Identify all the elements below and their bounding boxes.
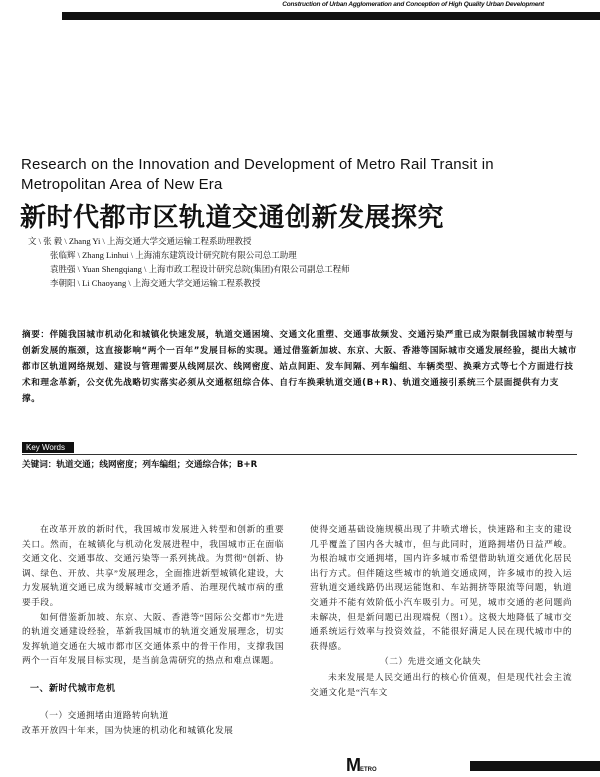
paragraph: 在改革开放的新时代，我国城市发展进入转型和创新的重要关口。然而，在城镇化与机动化发展进程中，我国城市正在面临交通文化、交通事故、交通污染等一系列挑战。为贯彻“创新、协调、绿色、开放、共享”发展理念，全面推进新型城镇化建设，大力发展轨道交通已成为缓解城市交通矛盾、治理现代城市病的重要手段。 bbox=[22, 524, 284, 607]
title-english: Research on the Innovation and Development of Metro Rail Transit in Metropolitan Area of New Era bbox=[21, 156, 494, 193]
left-column bbox=[22, 522, 284, 738]
logo-letter: M bbox=[346, 755, 360, 775]
section-heading: 一、新时代城市危机 bbox=[30, 683, 116, 694]
logo-subtext: ETRO bbox=[360, 767, 377, 773]
keywords: 关键词：轨道交通；线网密度；列车编组；交通综合体；B+R bbox=[22, 460, 258, 470]
subsection-heading: （二）先进交通文化缺失 bbox=[380, 657, 482, 668]
running-header: Construction of Urban Agglomeration and Conception of High Quality Urban Development bbox=[282, 1, 544, 8]
footer-bar bbox=[470, 761, 600, 771]
author-line: 张临辉 \ Zhang Linhui \ 上海浦东建筑设计研究院有限公司总工助理 bbox=[50, 250, 297, 260]
author-line: 袁胜强 \ Yuan Shengqiang \ 上海市政工程设计研究总院(集团)有限公司副总工程师 bbox=[50, 264, 350, 274]
paragraph: 未来发展是人民交通出行的核心价值观，但是现代社会主流交通文化是“汽车文 bbox=[310, 671, 572, 697]
author-list bbox=[28, 234, 350, 290]
journal-logo bbox=[346, 755, 377, 777]
keywords-label-box: Key Words bbox=[22, 442, 74, 453]
author-line: 文 \ 张 毅 \ Zhang Yi \ 上海交通大学交通运输工程系助理教授 bbox=[28, 236, 252, 246]
author-line: 李朝阳 \ Li Chaoyang \ 上海交通大学交通运输工程系教授 bbox=[50, 278, 261, 288]
abstract: 摘要：伴随我国城市机动化和城镇化快速发展，轨道交通困境、交通文化重塑、交通事故频发、交通污染严重已成为限制我国城市转型与创新发展的瓶颈，这直接影响“两个一百年”发展目标的实现。通过借鉴新加坡、东京、大阪、香港等国际城市交通发展经验，提出大城市都市区轨道网络规划、建设与管理需要从线网层次、线网密度、站点间距、发车间隔、列车编组、车辆类型、换乘方式等七个方面进行技术和理念革新，公交优先战略切实落实必须从交通枢纽综合体、自行车换乘轨道交通(B+R)、轨道交通接引系统三个层面提供有力支撑。 bbox=[22, 330, 577, 404]
subsection-heading: （一）交通拥堵由道路转向轨道 bbox=[40, 710, 169, 721]
title-chinese: 新时代都市区轨道交通创新发展探究 bbox=[20, 203, 445, 233]
keywords-divider bbox=[22, 454, 577, 455]
paragraph: 如何借鉴新加坡、东京、大阪、香港等“国际公交都市”先进的轨道交通建设经验，革新我国城市的轨道交通发展理念，切实发挥轨道交通在大城市都市区交通体系中的骨干作用，支撑我国两个一百年发展目标实现，是当前急需研究的热点和难点课题。 bbox=[22, 611, 284, 666]
paragraph: 使得交通基础设施规模出现了井喷式增长，快速路和主支的建设几乎覆盖了国内各大城市，但与此同时，道路拥堵仍日益严峻。为根治城市交通拥堵，国内许多城市希望借助轨道交通优化居民出行方式。但伴随这些城市的轨道交通成网，许多城市的投入运营轨道交通线路仍出现运能饱和、车站拥挤等限流等问题，轨道交通并不能有效阶低小汽车吸引力。可见，城市交通的老问题尚未解决，但是新问题已出现端倪（图1）。这极大地降低了城市交通系统运行效率与投资效益，不能很好满足人民在现代城市中的获得感。 bbox=[310, 524, 572, 651]
paragraph: 改革开放四十年来，国为快速的机动化和城镇化发展 bbox=[22, 725, 234, 736]
right-column bbox=[310, 522, 572, 699]
header-bar bbox=[62, 12, 600, 20]
